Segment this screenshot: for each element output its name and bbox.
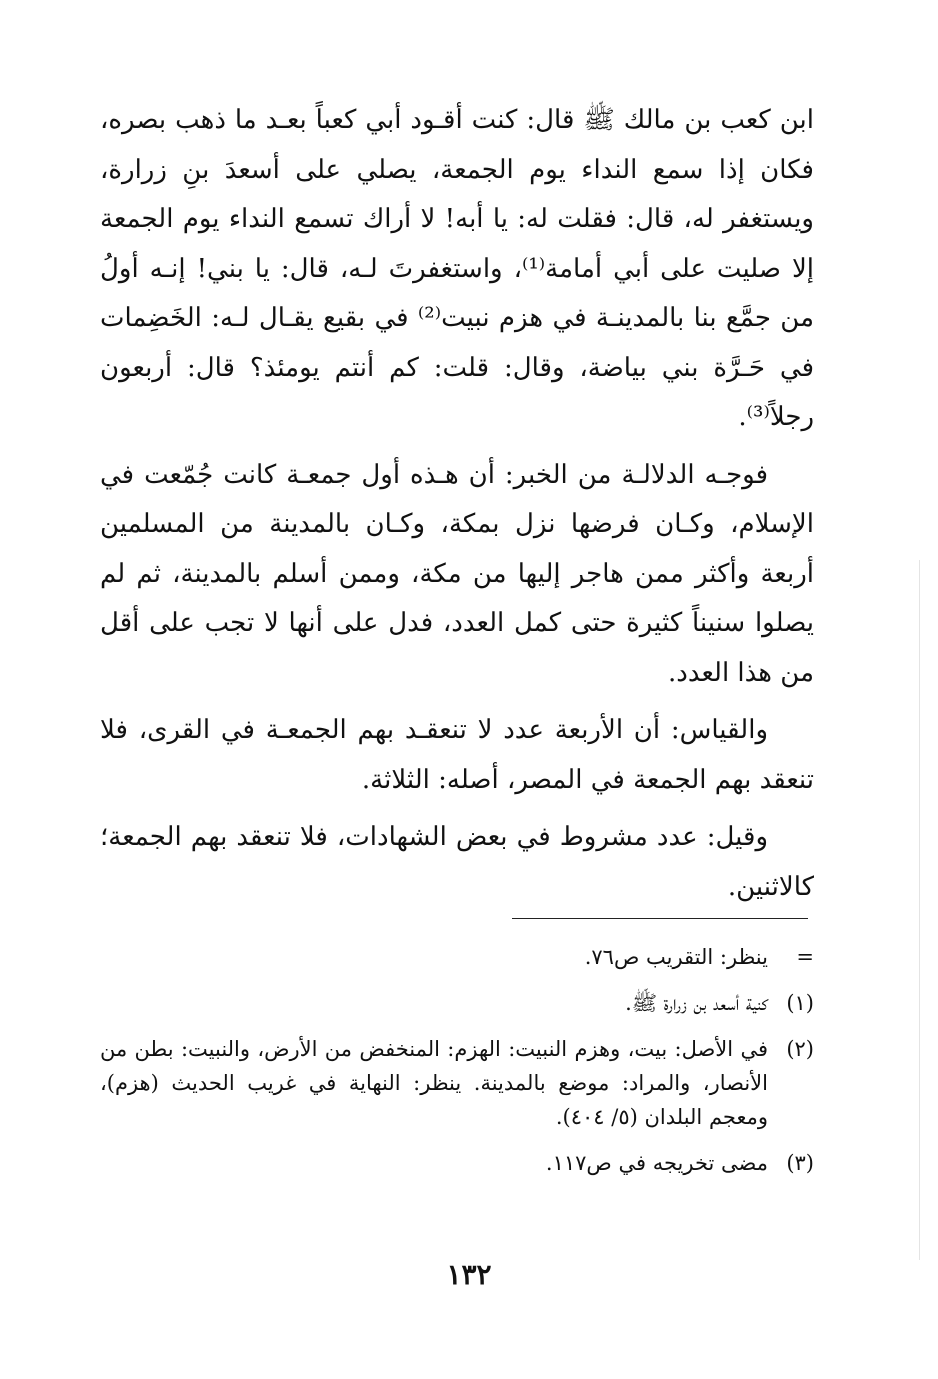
footnote-text: في الأصل: بيت، وهزم النبيت: الهزم: المنخفض من الأرض، والنبيت: بطن من الأنصار، والمراد: موضع بالمدينة. ينظر: النهاية في غريب الحديث (هزم)، ومعجم البلدان (٥/ ٤٠٤).: [100, 1037, 768, 1129]
footnote-text: ينظر: التقريب ص٧٦.: [584, 945, 768, 969]
footnotes: [100, 940, 814, 1192]
paragraph-testimony: وقيل: عدد مشروط في بعض الشهادات، فلا تنعقد بهم الجمعة؛ كالاثنين.: [100, 822, 814, 902]
paragraph-hadith: ابن كعب بن مالك ﷺ قال: كنت أقـود أبي كعباً بعـد ما ذهب بصره، فكان إذا سمع النداء يوم الجمعة، يصلي على أسعدَ بنِ زرارة، ويستغفر له، قال: فقلت له: يا أبه! لا أراك تسمع النداء يوم الجمعة إلا صليت على أبي أمامة⁽¹⁾، واستغفرتَ لـه، قال: يا بني! إنـه أولُ من جمَّع بنا بالمدينـة في هزم نبيت⁽²⁾ في بقيع يقـال لـه: الخَضِمات في حَـرَّة بني بياضة، وقال: قلت: كم أنتم يومئذ؟ قال: أربعون رجلاً⁽³⁾.: [100, 105, 815, 432]
footnote-2: [100, 1032, 814, 1134]
footnote-continued: [100, 940, 814, 974]
paragraph-analogy: والقياس: أن الأربعة عدد لا تنعقـد بهم الجمعـة في القرى، فلا تنعقد بهم الجمعة في المصر، أصله: الثلاثة.: [100, 715, 814, 795]
footnote-text: مضى تخريجه في ص١١٧.: [545, 1151, 768, 1175]
paragraph-evidence: فوجـه الدلالـة من الخبر: أن هـذه أول جمعـة كانت جُمّعت في الإسلام، وكـان فرضها نزل بمكة، وكـان بالمدينة من المسلمين أربعة وأكثر ممن هاجر إليها من مكة، وممن أسلم بالمدينة، ثم لم يصلوا سنيناً كثيرة حتى كمل العدد، فدل على أنها لا تجب على أقل من هذا العدد.: [100, 459, 814, 688]
page-number: ١٣٢: [446, 1258, 492, 1291]
footnote-3: [100, 1146, 814, 1180]
scan-edge-line: [919, 560, 920, 1260]
footnote-divider: [512, 918, 808, 919]
footnote-marker: (١): [786, 991, 814, 1015]
footnote-marker: =: [796, 945, 814, 969]
footnote-text: كنية أسعد بن زرارة ﷺ.: [625, 991, 768, 1015]
footnote-marker: (٣): [786, 1151, 814, 1175]
main-text: [100, 96, 814, 920]
footnote-1: [100, 986, 814, 1020]
footnote-marker: (٢): [786, 1037, 814, 1061]
